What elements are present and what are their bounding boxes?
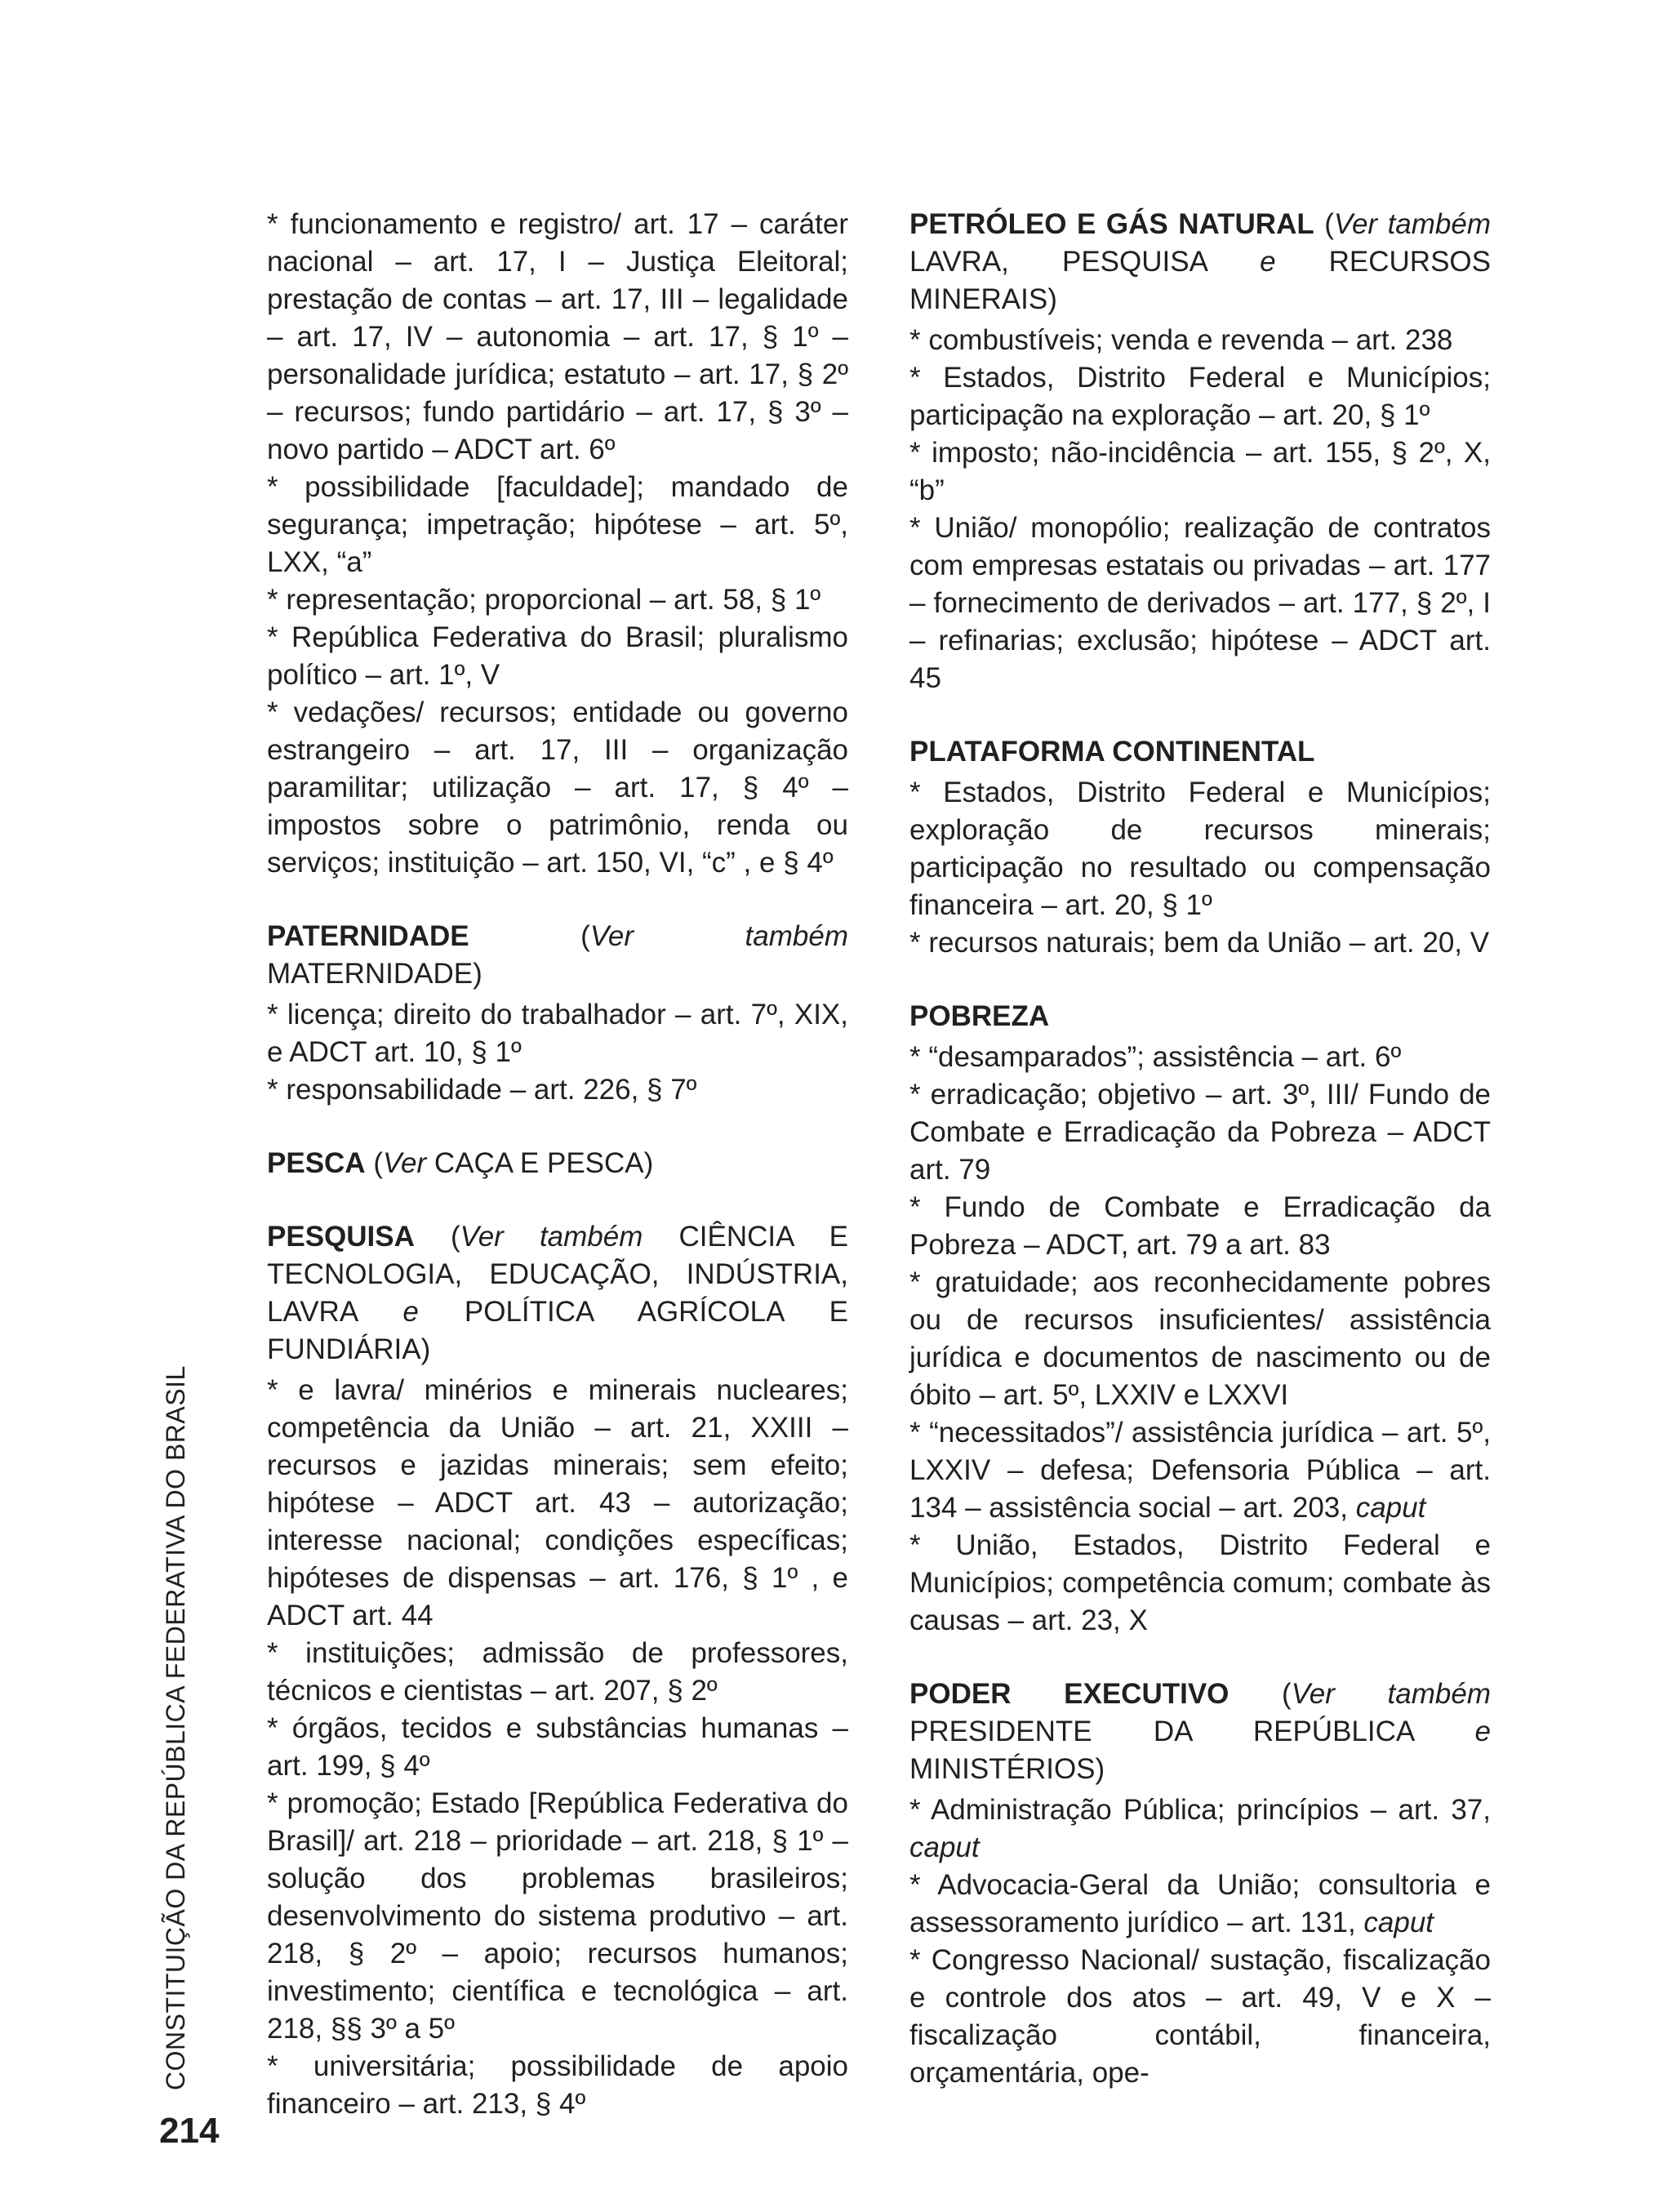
entry-poder-executivo	[909, 1676, 1491, 2092]
entry-heading	[909, 998, 1491, 1035]
index-item: * Advocacia-Geral da União; consultoria e assessoramento jurídico – art. 131, caput	[909, 1869, 1491, 1938]
index-item: * vedações/ recursos; entidade ou governo estrangeiro – art. 17, III – organização paramilitar; utilização – art. 17, § 4º – impostos sobre o patrimônio, renda ou serviços; instituição – art. 150, VI, “c” , e § 4º	[267, 697, 848, 879]
entry-heading: PATERNIDADE (Ver também MATERNIDADE)	[267, 920, 848, 990]
index-item: * Administração Pública; princípios – art. 37, caput	[909, 1794, 1491, 1863]
index-item: * responsabilidade – art. 226, § 7º	[267, 1074, 697, 1106]
index-item: * “necessitados”/ assistência jurídica – art. 5º, LXXIV – defesa; Defensoria Pública – art. 134 – assistência social – art. 203, caput	[909, 1417, 1491, 1524]
index-item: * União/ monopólio; realização de contratos com empresas estatais ou privadas – art. 177 – fornecimento de derivados – art. 177, § 2º, I – refinarias; exclusão; hipótese – ADCT art. 45	[909, 512, 1491, 694]
entry-heading: PODER EXECUTIVO (Ver também PRESIDENTE DA REPÚBLICA e MINISTÉRIOS)	[909, 1678, 1491, 1785]
entry-term: PESCA	[267, 1147, 366, 1179]
entry-term: PLATAFORMA CONTINENTAL	[909, 736, 1315, 768]
index-item: * Congresso Nacional/ sustação, fiscalização e controle dos atos – art. 49, V e X – fiscalização contábil, financeira, orçamentária, ope-	[909, 1944, 1491, 2089]
entry-plataforma-continental	[909, 733, 1491, 962]
entry-term: POBREZA	[909, 1000, 1050, 1032]
index-item: * funcionamento e registro/ art. 17 – caráter nacional – art. 17, I – Justiça Eleitoral; prestação de contas – art. 17, III – legalidade – art. 17, IV – autonomia – art. 17, § 1º – personalidade jurídica; estatuto – art. 17, § 2º – recursos; fundo partidário – art. 17, § 3º – novo partido – ADCT art. 6º	[267, 208, 848, 465]
index-item: * Estados, Distrito Federal e Municípios; participação na exploração – art. 20, § 1º	[909, 362, 1491, 431]
index-item: * “desamparados”; assistência – art. 6º	[909, 1041, 1402, 1073]
entry-term: PESQUISA	[267, 1221, 415, 1253]
entry-petroleo	[909, 206, 1491, 697]
entry-pesquisa	[267, 1218, 848, 2123]
entry-term: PODER EXECUTIVO	[909, 1678, 1230, 1710]
entry-heading: PESCA (Ver CAÇA E PESCA)	[267, 1147, 654, 1179]
index-item: * e lavra/ minérios e minerais nucleares; competência da União – art. 21, XXIII – recursos e jazidas minerais; sem efeito; hipótese – ADCT art. 43 – autorização; interesse nacional; condições específicas; hipóteses de dispensas – art. 176, § 1º , e ADCT art. 44	[267, 1374, 848, 1631]
entry-paternidade	[267, 918, 848, 1109]
index-item: * promoção; Estado [República Federativa do Brasil]/ art. 218 – prioridade – art. 218, § 1º – solução dos problemas brasileiros; desenvolvimento do sistema produtivo – art. 218, § 2º – apoio; recursos humanos; investimento; científica e tecnológica – art. 218, §§ 3º a 5º	[267, 1787, 848, 2045]
entry-pesca	[267, 1145, 848, 1182]
index-item: * combustíveis; venda e revenda – art. 238	[909, 324, 1453, 356]
index-item: * erradicação; objetivo – art. 3º, III/ Fundo de Combate e Erradicação da Pobreza – ADCT art. 79	[909, 1079, 1491, 1186]
running-head: CONSTITUIÇÃO DA REPÚBLICA FEDERATIVA DO BRASIL	[161, 1365, 190, 2090]
entry-heading	[909, 733, 1491, 771]
index-item: * imposto; não-incidência – art. 155, § 2º, X, “b”	[909, 437, 1491, 506]
index-item: * recursos naturais; bem da União – art. 20, V	[909, 927, 1490, 959]
entry-heading: PETRÓLEO E GÁS NATURAL (Ver também LAVRA, PESQUISA e RECURSOS MINERAIS)	[909, 208, 1491, 315]
index-item: * órgãos, tecidos e substâncias humanas – art. 199, § 4º	[267, 1712, 848, 1782]
index-item: * Estados, Distrito Federal e Municípios; exploração de recursos minerais; participação no resultado ou compensação financeira – art. 20, § 1º	[909, 777, 1491, 921]
index-item: * República Federativa do Brasil; pluralismo político – art. 1º, V	[267, 621, 848, 691]
entry-term: PETRÓLEO E GÁS NATURAL	[909, 208, 1314, 240]
index-item: * possibilidade [faculdade]; mandado de segurança; impetração; hipótese – art. 5º, LXX, “a”	[267, 471, 848, 578]
index-item: * União, Estados, Distrito Federal e Municípios; competência comum; combate às causas – art. 23, X	[909, 1529, 1491, 1636]
entry-pobreza	[909, 998, 1491, 1640]
entry-term: PATERNIDADE	[267, 920, 469, 952]
right-column	[909, 206, 1491, 2128]
index-item: * licença; direito do trabalhador – art. 7º, XIX, e ADCT art. 10, § 1º	[267, 999, 848, 1068]
left-column	[267, 206, 848, 2159]
index-item: * representação; proporcional – art. 58, § 1º	[267, 584, 821, 616]
index-item: * instituições; admissão de professores, técnicos e cientistas – art. 207, § 2º	[267, 1637, 848, 1707]
index-item: * gratuidade; aos reconhecidamente pobres ou de recursos insuficientes/ assistência jurídica e documentos de nascimento ou de óbito – art. 5º, LXXIV e LXXVI	[909, 1266, 1491, 1411]
entry-heading: PESQUISA (Ver também CIÊNCIA E TECNOLOGIA, EDUCAÇÃO, INDÚSTRIA, LAVRA e POLÍTICA AGRÍCOLA E FUNDIÁRIA)	[267, 1221, 848, 1365]
entry-partidos-continuation	[267, 206, 848, 882]
index-item: * Fundo de Combate e Erradicação da Pobreza – ADCT, art. 79 a art. 83	[909, 1191, 1491, 1261]
index-item: * universitária; possibilidade de apoio financeiro – art. 213, § 4º	[267, 2050, 848, 2120]
page-number: 214	[159, 2111, 220, 2151]
